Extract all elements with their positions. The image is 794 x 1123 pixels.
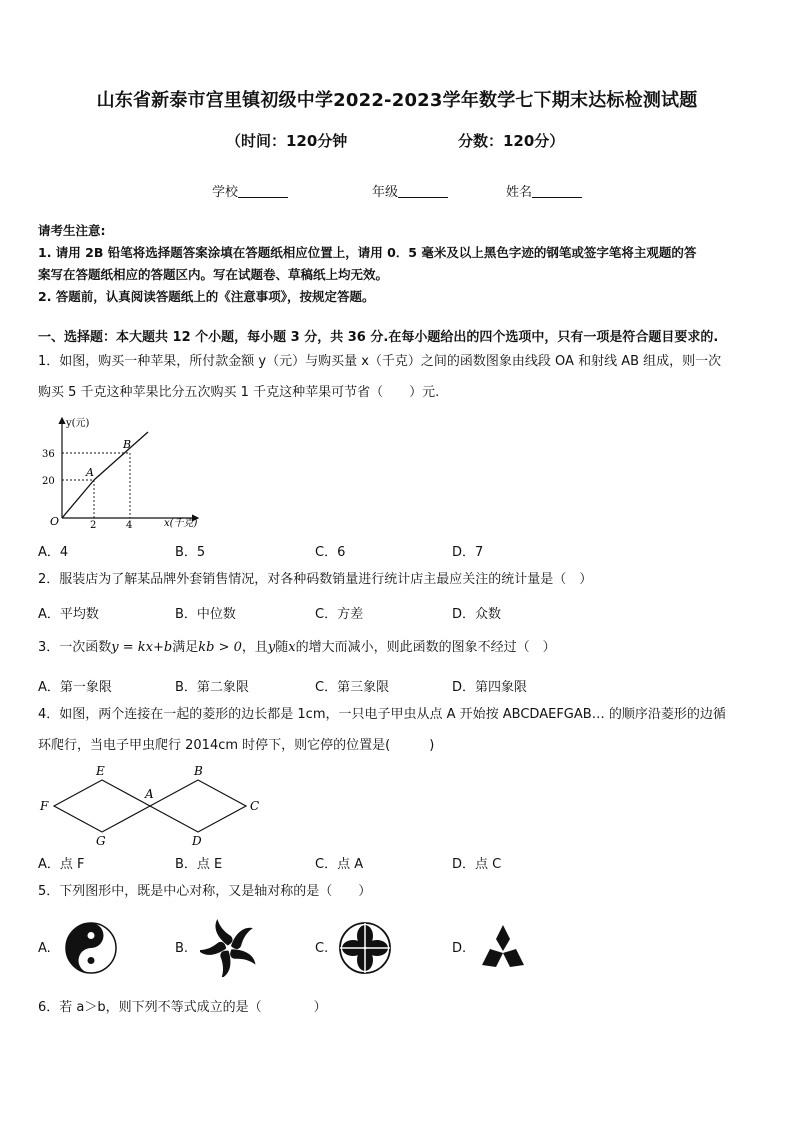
question-6: 6．若 a＞b，则下列不等式成立的是（ ） (38, 1000, 327, 1015)
question-3-options (38, 676, 762, 696)
point-b-label: B (123, 438, 132, 451)
q3-option-d[interactable]: D．第四象限 (452, 680, 528, 695)
origin-label: O (50, 515, 60, 528)
notice-item2: 2. 答题前，认真阅读答题纸上的《注意事项》，按规定答题。 (38, 289, 375, 304)
school-label: 学校 (212, 185, 239, 200)
question-1-options (38, 541, 762, 561)
q5-option-c[interactable]: C. (315, 941, 329, 956)
left-rhombus (54, 780, 150, 832)
q4-option-a[interactable]: A．点 F (38, 857, 85, 872)
x-axis-label: x(千克) (164, 518, 198, 529)
q4-option-c[interactable]: C．点 A (315, 857, 364, 872)
q3-y: y (267, 640, 276, 655)
q2-option-c[interactable]: C．方差 (315, 607, 364, 622)
x-tick-2: 2 (90, 520, 97, 530)
question-3 (38, 632, 762, 663)
page-title: 山东省新泰市宫里镇初级中学2022-2023学年数学七下期末达标检测试题 (96, 90, 698, 111)
name-blank[interactable] (532, 183, 582, 198)
question-1-line2: 购买 5 千克这种苹果比分五次购买 1 千克这种苹果可节省（ ）元. (38, 385, 440, 400)
yin-yang-icon (64, 921, 118, 975)
q3-postfix: 的增大而减小，则此函数的图象不经过（ ） (295, 640, 556, 655)
grade-field[interactable] (372, 181, 448, 200)
figure-2-rhombuses (36, 760, 266, 848)
label-b: B (194, 764, 203, 778)
exam-score: 分数：120分） (458, 132, 565, 150)
question-1-line1: 1．如图，购买一种苹果，所付款金额 y（元）与购买量 x（千克）之间的函数图象由线段 OA 和射线 AB 组成，则一次 (38, 354, 722, 369)
grade-label: 年级 (372, 185, 399, 200)
question-1 (38, 346, 762, 408)
section-heading: 一、选择题：本大题共 12 个小题，每小题 3 分，共 36 分.在每小题给出的四个选项中，只有一项是符合题目要求的. (38, 330, 719, 345)
q3-option-a[interactable]: A．第一象限 (38, 680, 112, 695)
q5-option-b[interactable]: B. (175, 941, 189, 956)
question-2: 2．服装店为了解某品牌外套销售情况，对各种码数销量进行统计店主最应关注的统计量是（ ） (38, 572, 593, 587)
notice-block (38, 220, 760, 308)
q3-mid1: 满足 (172, 640, 199, 655)
name-field[interactable] (506, 181, 582, 200)
name-label: 姓名 (506, 185, 533, 200)
q1-option-c[interactable]: C．6 (315, 545, 346, 560)
q5-option-d[interactable]: D. (452, 941, 467, 956)
school-field[interactable] (212, 181, 288, 200)
label-g: G (96, 834, 106, 848)
segment-oa (62, 480, 94, 518)
q5-option-a[interactable]: A. (38, 941, 51, 956)
notice-item1-line2: 案写在答题纸相应的答题区内。写在试题卷、草稿纸上均无效。 (38, 267, 389, 282)
q4-option-b[interactable]: B．点 E (175, 857, 223, 872)
q2-option-d[interactable]: D．众数 (452, 607, 502, 622)
x-tick-4: 4 (126, 520, 133, 530)
y-tick-36: 36 (42, 449, 55, 460)
q3-mid2: ，且 (241, 640, 268, 655)
notice-item1-line1: 1. 请用 2B 铅笔将选择题答案涂填在答题纸相应位置上，请用 0．5 毫米及以上黑色字迹的钢笔或签字笔将主观题的答 (38, 245, 697, 260)
pinwheel-flower-icon (200, 919, 258, 977)
figure-1-graph (36, 412, 208, 530)
question-5-options (38, 941, 762, 961)
three-diamonds-icon (476, 921, 530, 975)
grade-blank[interactable] (398, 183, 448, 198)
q3-formula: y = kx+b (111, 640, 173, 655)
question-4-line1: 4．如图，两个连接在一起的菱形的边长都是 1cm，一只电子甲虫从点 A 开始按 ABCDAEFGAB… 的顺序沿菱形的边循 (38, 707, 726, 722)
question-4 (38, 699, 762, 761)
ray-ab (94, 432, 148, 480)
q2-option-b[interactable]: B．中位数 (175, 607, 236, 622)
q1-option-a[interactable]: A．4 (38, 545, 69, 560)
q1-option-b[interactable]: B．5 (175, 545, 206, 560)
q3-condition: kb > 0 (198, 640, 242, 655)
point-a-label: A (86, 466, 94, 479)
question-5: 5．下列图形中，既是中心对称，又是轴对称的是（ ） (38, 884, 372, 899)
q3-option-b[interactable]: B．第二象限 (175, 680, 249, 695)
q1-option-d[interactable]: D．7 (452, 545, 484, 560)
label-c: C (250, 799, 260, 813)
q3-option-c[interactable]: C．第三象限 (315, 680, 390, 695)
four-petal-circle-icon (338, 921, 392, 975)
q4-option-d[interactable]: D．点 C (452, 857, 502, 872)
label-f: F (40, 799, 49, 813)
question-2-options (38, 603, 762, 623)
exam-time: （时间：120分钟 (226, 132, 348, 150)
label-e: E (96, 764, 105, 778)
q3-x: x (288, 640, 296, 655)
school-blank[interactable] (238, 183, 288, 198)
q3-prefix: 3．一次函数 (38, 640, 112, 655)
question-4-line2: 环爬行，当电子甲虫爬行 2014cm 时停下，则它停的位置是( ) (38, 738, 435, 753)
right-rhombus (150, 780, 246, 832)
q3-mid3: 随 (275, 640, 289, 655)
q2-option-a[interactable]: A．平均数 (38, 607, 99, 622)
question-4-options (38, 853, 762, 873)
y-axis-label: y(元) (66, 418, 90, 429)
notice-heading: 请考生注意: (38, 223, 106, 238)
y-tick-20: 20 (42, 476, 55, 487)
label-d: D (192, 834, 202, 848)
label-a: A (145, 787, 154, 801)
